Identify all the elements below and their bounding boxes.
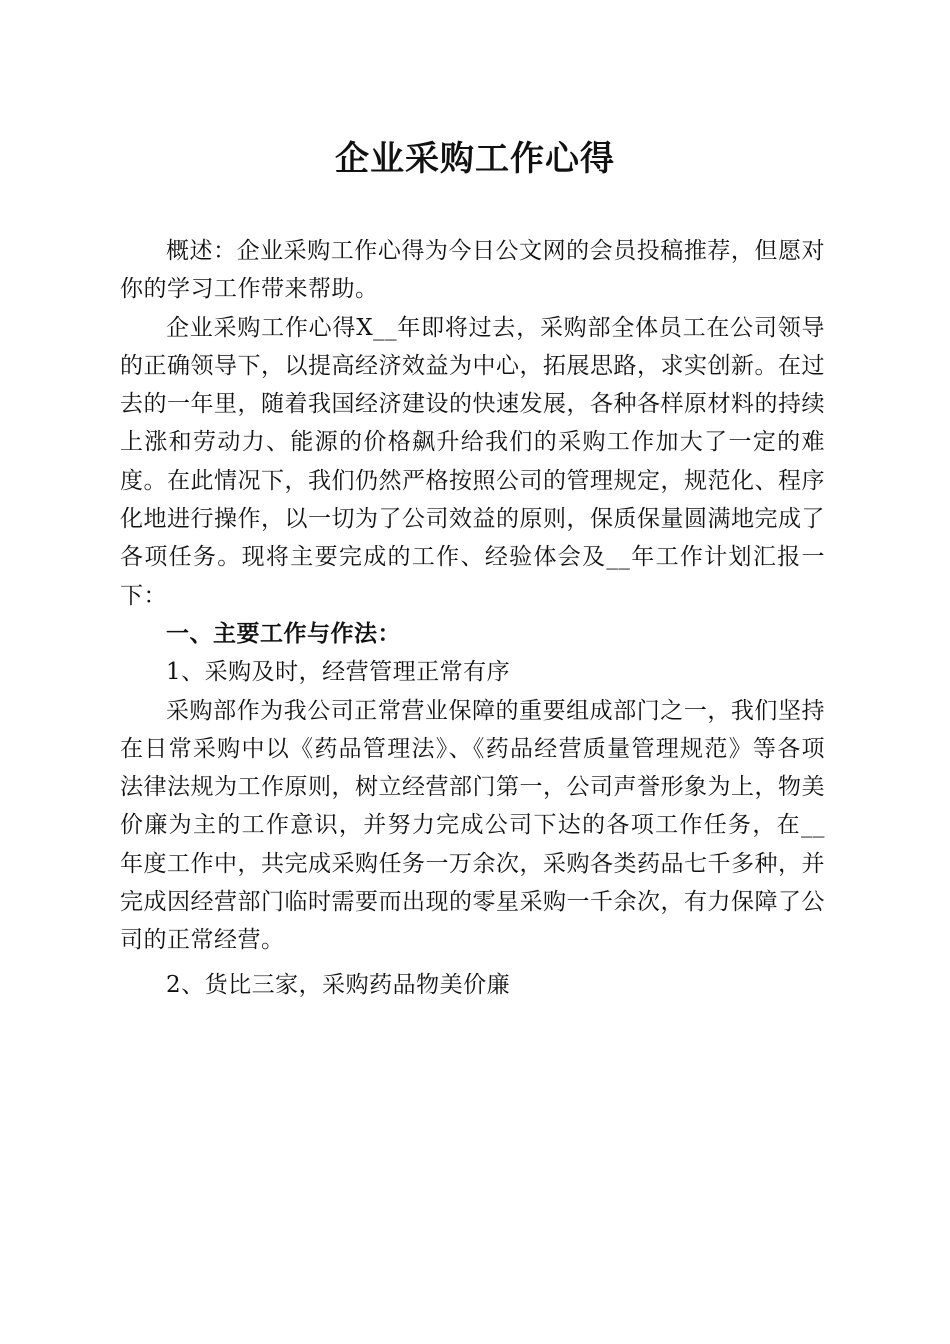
- page-title: 企业采购工作心得: [335, 139, 615, 179]
- document-body: [120, 232, 825, 1004]
- subheading-2: 2、货比三家，采购药品物美价廉: [166, 971, 511, 998]
- intro-paragraph: 企业采购工作心得X__年即将过去，采购部全体员工在公司领导的正确领导下，以提高经济效益为中心，拓展思路，求实创新。在过去的一年里，随着我国经济建设的快速发展，各种各样原材料的持续上涨和劳动力、能源的价格飙升给我们的采购工作加大了一定的难度。在此情况下，我们仍然严格按照公司的管理规定，规范化、程序化地进行操作，以一切为了公司效益的原则，保质保量圆满地完成了各项任务。现将主要完成的工作、经验体会及__年工作计划汇报一下：: [120, 314, 825, 609]
- summary-paragraph: 概述：企业采购工作心得为今日公文网的会员投稿推荐，但愿对你的学习工作带来帮助。: [120, 238, 825, 303]
- section-heading: 一、主要工作与作法：: [166, 620, 401, 647]
- body-paragraph-1: 采购部作为我公司正常营业保障的重要组成部门之一，我们坚持在日常采购中以《药品管理法》、《药品经营质量管理规范》等各项法律法规为工作原则，树立经营部门第一，公司声誉形象为上，物美价廉为主的工作意识，并努力完成公司下达的各项工作任务，在__年度工作中，共完成采购任务一万余次，采购各类药品七千多种，并完成因经营部门临时需要而出现的零星采购一千余次，有力保障了公司的正常经营。: [120, 697, 825, 954]
- subheading-1: 1、采购及时，经营管理正常有序: [166, 659, 511, 686]
